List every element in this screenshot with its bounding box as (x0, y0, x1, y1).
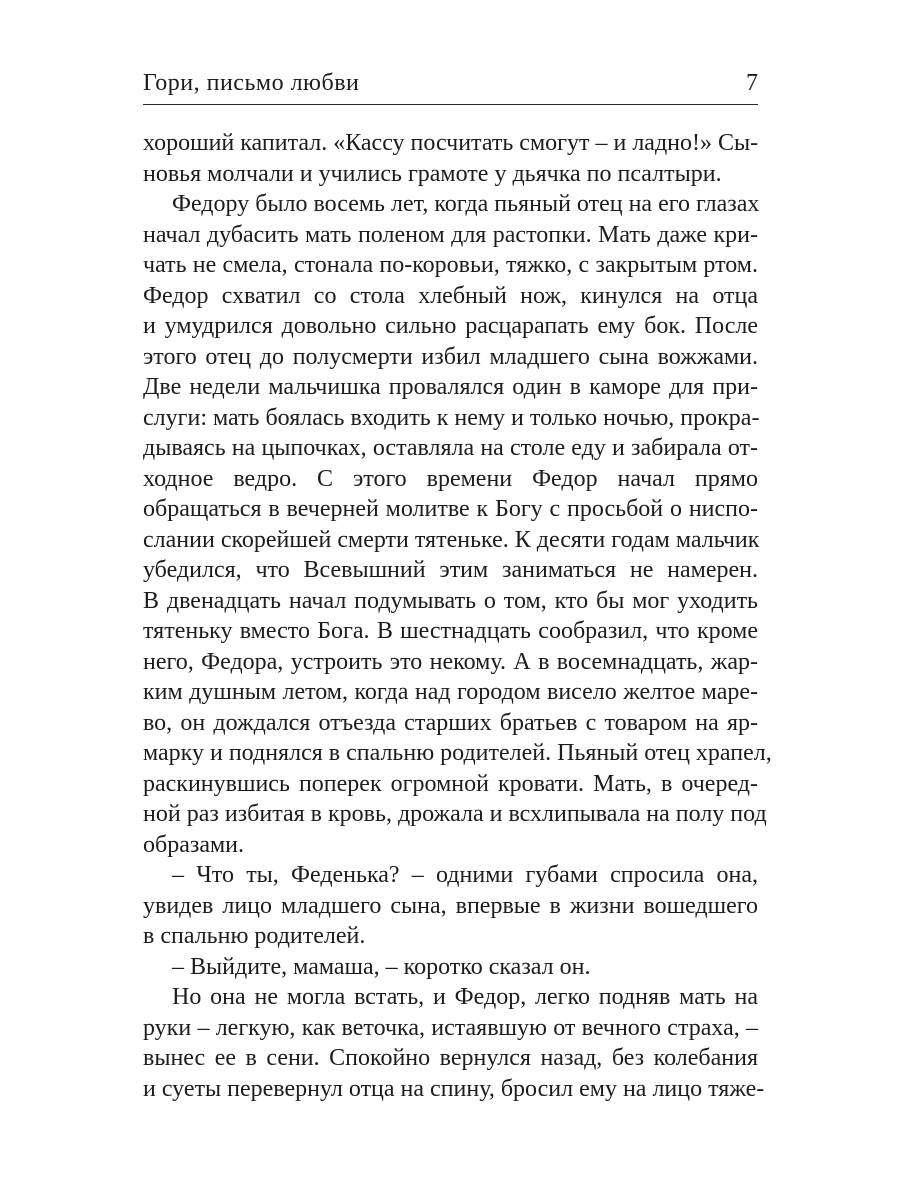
text-line: увидев лицо младшего сына, впервые в жизни вошедшего (143, 892, 758, 919)
running-title: Гори, письмо любви (143, 70, 360, 96)
text-line: Федору было восемь лет, когда пьяный отец на его глазах (172, 191, 760, 217)
text-line: раскинувшись поперек огромной кровати. Мать, в очеред- (143, 770, 758, 797)
text-line: Но она не могла встать, и Федор, легко подняв мать на (172, 984, 758, 1010)
text-line: Федор схватил со стола хлебный нож, кинулся на отца (143, 282, 758, 309)
text-line: убедился, что Всевышний этим заниматься не намерен. (143, 557, 758, 583)
text-line: этого отец до полусмерти избил младшего сына вожжами. (143, 343, 758, 370)
text-line: марку и поднялся в спальню родителей. Пьяный отец храпел, (143, 740, 772, 766)
text-line: – Что ты, Феденька? – одними губами спросила она, (172, 862, 758, 888)
text-line: новья молчали и учились грамоте у дьячка по псалтыри. (143, 160, 722, 187)
text-line: Две недели мальчишка провалялся один в каморе для при- (143, 374, 758, 400)
text-line: в спальню родителей. (143, 923, 366, 949)
text-line: и суеты перевернул отца на спину, бросил ему на лицо тяже- (143, 1075, 765, 1102)
text-line: обращаться в вечерней молитве к Богу с просьбой о ниспо- (143, 496, 758, 522)
text-line: и умудрился довольно сильно расцарапать ему бок. После (143, 313, 758, 339)
page-number: 7 (746, 70, 758, 96)
text-line: дываясь на цыпочках, оставляла на столе еду и забирала от- (143, 435, 758, 461)
text-line: В двенадцать начал подумывать о том, кто бы мог уходить (143, 587, 758, 614)
text-line: слуги: мать боялась входить к нему и только ночью, прокра- (143, 404, 760, 431)
text-line: чать не смела, стонала по-коровьи, тяжко, с закрытым ртом. (143, 252, 758, 278)
text-line: ходное ведро. С этого времени Федор начал прямо (143, 465, 758, 492)
text-line: руки – легкую, как веточка, истаявшую от вечного страха, – (143, 1014, 758, 1041)
text-line: вынес ее в сени. Спокойно вернулся назад, без колебания (143, 1045, 758, 1071)
header-rule (143, 104, 758, 105)
text-line: начал дубасить мать поленом для растопки. Мать даже кри- (143, 221, 758, 248)
body-text (143, 128, 772, 1104)
text-line: слании скорейшей смерти тятеньке. К десяти годам мальчик (143, 526, 760, 553)
text-line: ким душным летом, когда над городом висело желтое маре- (143, 679, 758, 705)
text-line: образами. (143, 831, 245, 858)
text-line: хороший капитал. «Кассу посчитать смогут – и ладно!» Сы- (143, 130, 759, 156)
page-header (143, 62, 758, 102)
text-line: ной раз избитая в кровь, дрожала и всхлипывала на полу под (143, 801, 767, 827)
text-line: него, Федора, устроить это некому. А в восемнадцать, жар- (143, 648, 758, 675)
text-line: во, он дождался отъезда старших братьев с товаром на яр- (143, 709, 758, 736)
text-line: – Выйдите, мамаша, – коротко сказал он. (172, 953, 591, 980)
text-line: тятеньку вместо Бога. В шестнадцать сообразил, что кроме (143, 618, 758, 644)
